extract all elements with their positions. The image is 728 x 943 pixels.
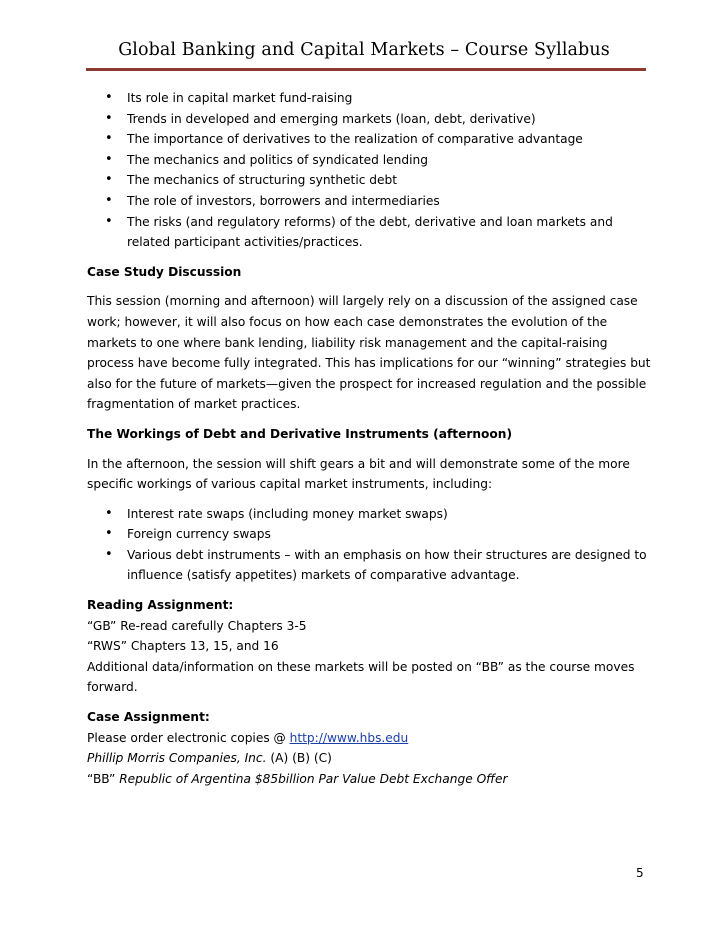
case-assignment-heading: Case Assignment: xyxy=(87,710,210,725)
case-line xyxy=(87,769,657,790)
page-number: 5 xyxy=(636,866,644,880)
hbs-link[interactable]: http://www.hbs.edu xyxy=(289,730,409,745)
case-prefix: “BB” xyxy=(87,771,120,786)
reading-line: Additional data/information on these markets will be posted on “BB” as the course moves forward. xyxy=(87,659,635,695)
topic-bullet-list xyxy=(87,88,657,253)
list-item: • Trends in developed and emerging markets (loan, debt, derivative) xyxy=(87,109,657,130)
case-suffix: (A) (B) (C) xyxy=(266,751,332,766)
reading-assignment-heading: Reading Assignment: xyxy=(87,598,234,613)
list-item: • The role of investors, borrowers and intermediaries xyxy=(87,191,657,212)
list-item: • Its role in capital market fund-raising xyxy=(87,88,657,109)
workings-heading: The Workings of Debt and Derivative Instruments (afternoon) xyxy=(87,426,513,441)
workings-paragraph: In the afternoon, the session will shift gears a bit and will demonstrate some of the more specific workings of various capital market instruments, including: xyxy=(87,456,630,492)
list-item: • The mechanics of structuring synthetic debt xyxy=(87,170,657,191)
document-body xyxy=(87,88,657,789)
list-item: • The risks (and regulatory reforms) of the debt, derivative and loan markets and related participant activities/practices. xyxy=(87,212,657,253)
order-text: Please order electronic copies @ xyxy=(87,730,290,745)
list-item: • Foreign currency swaps xyxy=(87,524,657,545)
page-header-title: Global Banking and Capital Markets – Course Syllabus xyxy=(118,40,610,60)
case-study-paragraph: This session (morning and afternoon) will largely rely on a discussion of the assigned case work; however, it will also focus on how each case demonstrates the evolution of the markets to one where bank lending, liability risk management and the capital-raising process have become fully integrated. This has implications for our “winning” strategies but also for the future of markets—given the prospect for increased regulation and the possible fragmentation of market practices. xyxy=(87,294,651,412)
case-title: Republic of Argentina $85billion Par Value Debt Exchange Offer xyxy=(119,771,508,786)
case-study-heading: Case Study Discussion xyxy=(87,264,242,279)
list-item: • Interest rate swaps (including money market swaps) xyxy=(87,504,657,525)
instrument-bullet-list xyxy=(87,504,657,586)
order-line xyxy=(87,728,657,749)
header-divider xyxy=(86,68,646,71)
reading-line: “RWS” Chapters 13, 15, and 16 xyxy=(87,639,279,654)
case-title: Phillip Morris Companies, Inc. xyxy=(87,751,267,766)
reading-line: “GB” Re-read carefully Chapters 3-5 xyxy=(87,618,307,633)
case-line xyxy=(87,748,657,769)
list-item: • Various debt instruments – with an emphasis on how their structures are designed to influence (satisfy appetites) markets of comparative advantage. xyxy=(87,545,657,586)
list-item: • The importance of derivatives to the realization of comparative advantage xyxy=(87,129,657,150)
list-item: • The mechanics and politics of syndicated lending xyxy=(87,150,657,171)
